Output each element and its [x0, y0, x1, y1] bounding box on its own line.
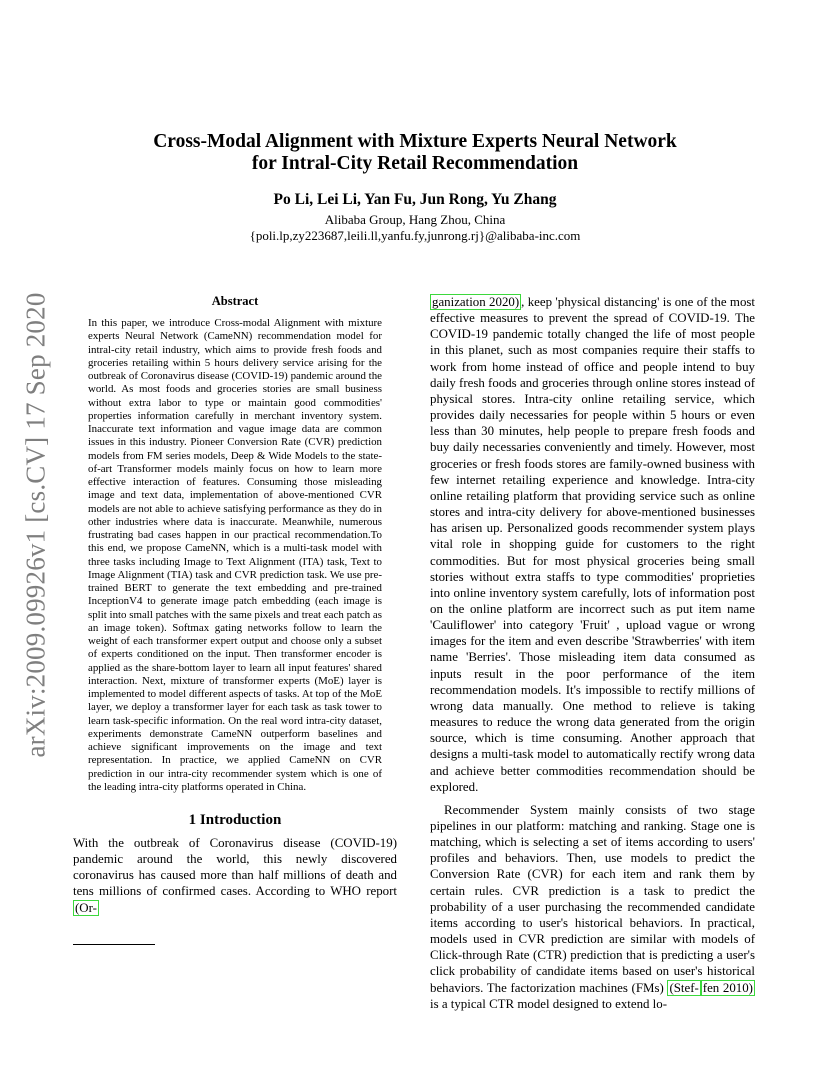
footnote-rule	[73, 944, 155, 945]
arxiv-id: arXiv:2009.09926v1 [cs.CV] 17 Sep 2020	[20, 292, 51, 758]
citation-steffen-2010[interactable]: (Stef-	[669, 980, 699, 995]
intro-paragraph	[73, 835, 397, 916]
right-paragraph-2	[430, 802, 755, 1012]
right-paragraph-1	[430, 294, 755, 795]
affiliation: Alibaba Group, Hang Zhou, China	[324, 212, 506, 227]
arxiv-watermark	[0, 0, 60, 1072]
title-line-2: for Intral-City Retail Recommendation	[251, 153, 579, 174]
citation-steffen-2010-continued[interactable]: fen 2010)	[702, 980, 753, 995]
right-paragraph-2-end: is a typical CTR model designed to extend lo-	[430, 996, 667, 1011]
right-paragraph-1-text: , keep 'physical distancing' is one of the most effective measures to prevent the spread of COVID-19. The COVID-19 pandemic totally changed the life of most people in this planet, such as most companies require their staffs to work from home instead of office and people intend to buy daily fresh foods and groceries through online stores instead of physical stores. Intra-city online retailing service, which provides daily necessaries for people within 5 hours or even less than 30 minutes, help people to prepare fresh foods and buy daily necessaries conveniently and timely. However, most groceries or fresh foods stores are family-owned business with few internet retailing experience and knowledge. Intra-city online retailing platform that providing service such as online stores and intra-city delivery for above-mentioned businesses has arisen up. Personalized goods recommender system plays vital role in shopping guide for customers to the right commodities. But for most physical groceries being small stories without extra staffs to type commodities' proprieties into online inventory system carefully, lots of information post on the online platform are incorrect such as put item name 'Cauliflower' into category 'Fruit' , upload vague or wrong images for the item and even describe 'Strawberries' with item name 'Berries'. Those misleading item data consumed as inputs result in the poor performance of the item recommendation models. It's impossible to rectify millions of wrong data manually. One method to relieve is taking measures to reduce the wrong data generated from the origin source, which is time consuming. Another approach that designs a multi-task model to automatically rectify wrong data and achieve better commodities recommendation should be explored.	[430, 295, 755, 794]
abstract-heading: Abstract	[211, 294, 259, 308]
introduction-heading: 1 Introduction	[188, 812, 282, 828]
title-line-1: Cross-Modal Alignment with Mixture Experts Neural Network	[153, 131, 677, 152]
affiliation-block	[100, 212, 730, 244]
right-column	[430, 294, 755, 1012]
paper-title	[100, 131, 730, 175]
citation-organization-2020[interactable]: (Or-	[75, 900, 97, 915]
right-paragraph-2-text: Recommender System mainly consists of two stage pipelines in our platform: matching and ranking. Stage one is matching, which is selecting a set of items according to users' profiles and behaviors. Then, use models to predict the Conversion Rate (CVR) for each item and rank them by certain rules. CVR prediction is a task to predict the probability of a user purchasing the recommended candidate items according to user's historical behaviors. In practical, models used in CVR prediction are similar with models of Click-through Rate (CTR) prediction that is predicting a user's click probability of candidate items based on user's historical behaviors. The factorization machines (FMs)	[430, 802, 755, 995]
intro-text: With the outbreak of Coronavirus disease (COVID-19) pandemic around the world, this newly discovered coronavirus has caused more than half millions of death and tens millions of confirmed cases. According to WHO report	[73, 836, 397, 899]
left-column	[73, 294, 397, 916]
abstract-text: In this paper, we introduce Cross-modal Alignment with mixture experts Neural Network (CameNN) recommendation model for intral-city retail industry, which aims to provide fresh foods and groceries retailing within 5 hours delivery service arising for the outbreak of Coronavirus disease (COVID-19) pandemic around the world. As most foods and groceries stories are small business without extra labor to type or maintain good commodities' properties information carefully in merchant inventory system. Inaccurate text information and vague image data are common issues in this industry. Pioneer Conversion Rate (CVR) prediction models from FM series models, Deep & Wide Models to the state-of-art Transformer models mainly focus on how to learn more effective interaction of features. Consuming those misleading image and text data, implementation of above-mentioned CVR models are not able to achieve satisfying performance as they do in other industries where data is inaccurate. Meanwhile, numerous frustrating bad cases happen in our practical recommendation.To this end, we propose CameNN, which is a multi-task model with three tasks including Image to Text Alignment (ITA) task, Text to Image Alignment (TIA) task and CVR prediction task. We use pre-trained BERT to generate the text embedding and pre-trained InceptionV4 to generate image patch embedding (each image is split into small patches with the same pixels and treat each patch as an image token). Softmax gating networks follow to learn the weight of each transformer expert output and choose only a subset of experts conditioned on the input. Then transformer encoder is applied as the share-bottom layer to learn all input features' shared interaction. Next, mixture of transformer experts (MoE) layer is implemented to model different aspects of tasks. At top of the MoE layer, we deploy a transformer layer for each task as task tower to learn task-specific information. On the real word intra-city dataset, experiments demonstrate CameNN outperform baselines and achieve significant improvements on the image and text representation. In practice, we applied CameNN on CVR prediction in our intra-city recommender system which is one of the leading intra-city platforms operated in China.	[88, 317, 382, 793]
author-emails: {poli.lp,zy223687,leili.ll,yanfu.fy,junrong.rj}@alibaba-inc.com	[249, 228, 581, 243]
author-list: Po Li, Lei Li, Yan Fu, Jun Rong, Yu Zhang	[273, 191, 557, 208]
citation-organization-2020-continued[interactable]: ganization 2020)	[432, 295, 520, 309]
